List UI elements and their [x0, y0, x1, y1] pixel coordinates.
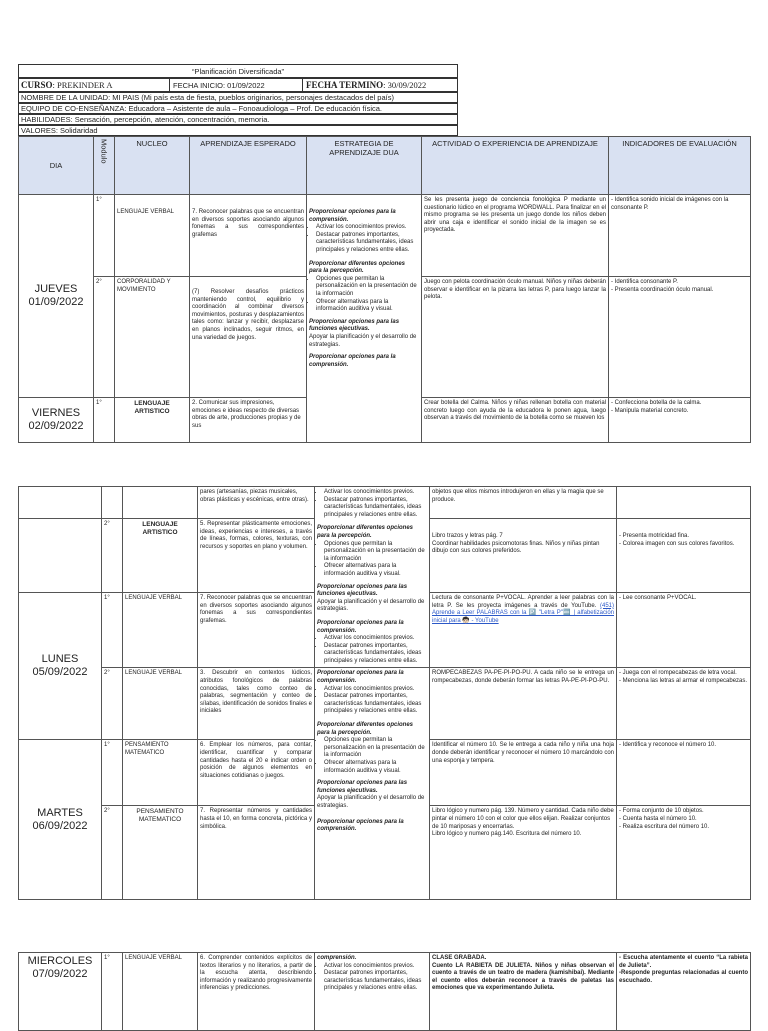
unidad-row: NOMBRE DE LA UNIDAD: MI PAIS (Mi país esta de fiesta, pueblos originarios, personajes destacados del país)	[18, 92, 458, 103]
indicadores-cell: - Escucha atentamente el cuento “La rabieta de Julieta”. -Responde preguntas relacionadas al cuento escuchado.	[617, 953, 751, 1031]
actividad-cell: ROMPECABEZAS PA-PE-PI-PO-PU. A cada niño se le entrega un rompecabezas, donde deberán formar las letras PA-PE-PI-PO-PU.	[430, 668, 617, 740]
equipo-row: EQUIPO DE CO-ENSEÑANZA: Educadora – Asistente de aula – Fonoaudiologa – Prof. De educación física.	[18, 103, 458, 114]
aprendizaje-cell: 3. Descubrir en contextos lúdicos, atributos fonológicos de palabras conocidas, tales como conteo de palabras, segmentación y conteo de sílabas, identificación de sonidos finales e iniciales	[198, 668, 315, 740]
nucleo-cell: CORPORALIDAD Y MOVIMIENTO	[115, 277, 190, 398]
col-dia: DIA	[19, 137, 94, 195]
col-estrategia: ESTRATEGIA DE APRENDIZAJE DUA	[307, 137, 422, 195]
indicadores-cell: - Forma conjunto de 10 objetos. - Cuenta hasta el número 10. - Realiza escritura del número 10.	[617, 806, 751, 900]
nucleo-cell: LENGUAJE VERBAL	[123, 593, 198, 668]
col-indicadores: INDICADORES DE EVALUACIÓN	[609, 137, 751, 195]
nucleo-cell: PENSAMIENTO MATEMATICO	[123, 806, 198, 900]
aprendizaje-cell: 2. Comunicar sus impresiones, emociones e ideas respecto de diversas obras de arte, producciones propias y de sus	[190, 398, 307, 443]
col-modulo: Modulo	[94, 137, 115, 195]
aprendizaje-cell: 7. Reconocer palabras que se encuentran en diversos soportes asociando algunos fonemas a sus correspondientes grafemas.	[198, 593, 315, 668]
actividad-cell: objetos que ellos mismos introdujeron en ellas y la magia que se produce.	[430, 487, 617, 519]
indicadores-cell: - Identifica sonido inicial de imágenes con la consonante P.	[609, 195, 751, 277]
modulo-cell: 2°	[94, 277, 115, 398]
day-miercoles: MIERCOLES 07/09/2022	[19, 953, 102, 1031]
day-empty	[19, 519, 102, 593]
day-empty	[19, 487, 102, 519]
indicadores-cell: - Juega con el rompecabezas de letra vocal. - Menciona las letras al armar el rompecabezas.	[617, 668, 751, 740]
nucleo-cell: PENSAMIENTO MATEMATICO	[123, 740, 198, 806]
modulo-cell: 1°	[94, 398, 115, 443]
indicadores-cell	[617, 487, 751, 519]
indicadores-cell: - Lee consonante P+VOCAL.	[617, 593, 751, 668]
day-viernes: VIERNES 02/09/2022	[19, 398, 94, 443]
aprendizaje-cell: (7) Resolver desafíos prácticos manteniendo control, equilibrio y coordinación al combinar diversos movimientos, posturas y desplazamientos tales como: lanzar y recibir, desplazarse en planos inclinados, seguir ritmos, en una variedad de juegos.	[190, 277, 307, 398]
actividad-cell: Juego con pelota coordinación óculo manual. Niños y niñas deberán observar e identificar en la pizarra las letras P, para luego lanzar la pelota.	[422, 277, 609, 398]
modulo-cell: 1°	[94, 195, 115, 277]
modulo-cell	[102, 487, 123, 519]
aprendizaje-cell: pares (artesanías, piezas musicales, obras plásticas y escénicas, entre otras).	[198, 487, 315, 519]
actividad-cell: CLASE GRABADA. Cuento LA RABIETA DE JULIETA. Niños y niñas observan el cuento a través de un teatro de madera (kamishibai). Mediante el cuento ellos deberán reconocer a través de paletas las emociones que va experimentando Julieta.	[430, 953, 617, 1031]
aprendizaje-cell: 7. Reconocer palabras que se encuentran en diversos soportes asociando algunos fonemas a sus correspondientes grafemas	[190, 195, 307, 277]
nucleo-cell: LENGUAJE ARTISTICO	[123, 519, 198, 593]
col-nucleo: NUCLEO	[115, 137, 190, 195]
nucleo-cell: LENGUAJE VERBAL	[115, 195, 190, 277]
day-martes: MARTES 06/09/2022	[19, 740, 102, 900]
aprendizaje-cell: 6. Emplear los números, para contar, identificar, cuantificar y comparar cantidades hasta el 20 e indicar orden o posición de algunos elementos en situaciones cotidianas o juegos.	[198, 740, 315, 806]
youtube-link[interactable]: (451) Aprende a Leer PALABRAS con la 🅿️ "Letra P"🔤 | alfabetización inicial para 🧒🏻 - YouTube	[432, 602, 614, 624]
col-actividad: ACTIVIDAD O EXPERIENCIA DE APRENDIZAJE	[422, 137, 609, 195]
planning-table-page2	[18, 486, 751, 900]
curso-row	[18, 78, 458, 92]
aprendizaje-cell: 5. Representar plásticamente emociones, ideas, experiencias e intereses, a través de líneas, formas, colores, texturas, con recursos y soportes en plano y volumen.	[198, 519, 315, 593]
habilidades-row: HABILIDADES: Sensación, percepción, atención, concentración, memoria.	[18, 114, 458, 125]
estrategia-cell: Proporcionar opciones para la comprensión. • Activar los conocimientos previos. • Destacar patrones importantes, características fundamentales, ideas principales y relaciones entre ellas. Proporcionar diferentes opciones para la percepción. • Opciones que permitan la personalización en la presentación de la información • Ofrecer alternativas para la información auditiva y visual. Proporcionar opciones para las funciones ejecutivas. Apoyar la planificación y el desarrollo de estrategias. Proporcionar opciones para la comprensión.	[315, 668, 430, 900]
fecha-inicio-cell: FECHA INICIO: 01/09/2022	[169, 79, 265, 92]
actividad-cell: Se les presenta juego de conciencia fonológica P mediante un cuestionario lúdico en el programa WORDWALL. Para finalizar en el mismo programa se les presenta un juego donde los niños deben abrir una caja e identificar el sonido inicial de la imagen se es proyectada.	[422, 195, 609, 277]
modulo-cell: 1°	[102, 593, 123, 668]
aprendizaje-cell: 7. Representar números y cantidades hasta el 10, en forma concreta, pictórica y simbólica.	[198, 806, 315, 900]
day-lunes: LUNES 05/09/2022	[19, 593, 102, 740]
estrategia-cell: Proporcionar opciones para la comprensión. • Activar los conocimientos previos. • Destacar patrones importantes, características fundamentales, ideas principales y relaciones entre ellas. Proporcionar diferentes opciones para la percepción. • Opciones que permitan la personalización en la presentación de la información • Ofrecer alternativas para la información auditiva y visual. Proporcionar opciones para las funciones ejecutivas. Apoyar la planificación y el desarrollo de estrategias. Proporcionar opciones para la comprensión.	[307, 195, 422, 443]
indicadores-cell: - Identifica consonante P. - Presenta coordinación óculo manual.	[609, 277, 751, 398]
aprendizaje-cell: 6. Comprender contenidos explícitos de textos literarios y no literarios, a partir de la escucha atenta, describiendo información y realizando progresivamente inferencias y predicciones.	[198, 953, 315, 1031]
plan-title: “Planificación Diversificada”	[18, 64, 458, 78]
actividad-cell: Libro lógico y numero pág. 139. Número y cantidad. Cada niño debe pintar el número 10 con el color que ellos elijan. Realizar conjuntos de 10 mariposas y encerrarlas. Libro lógico y numero pág.140. Escritura del número 10.	[430, 806, 617, 900]
planning-table-page3	[18, 952, 751, 1031]
modulo-cell: 1°	[102, 953, 123, 1031]
modulo-cell: 2°	[102, 668, 123, 740]
day-jueves: JUEVES 01/09/2022	[19, 195, 94, 398]
planning-table-page1	[18, 136, 751, 443]
nucleo-cell: LENGUAJE ARTISTICO	[115, 398, 190, 443]
fecha-termino-cell: FECHA TERMINO: 30/09/2022	[302, 79, 426, 92]
estrategia-cell: • Activar los conocimientos previos. • Destacar patrones importantes, características fundamentales, ideas principales y relaciones entre ellas. Proporcionar diferentes opciones para la percepción. • Opciones que permitan la personalización en la presentación de la información • Ofrecer alternativas para la información auditiva y visual. Proporcionar opciones para las funciones ejecutivas. Apoyar la planificación y el desarrollo de estrategias. Proporcionar opciones para la comprensión. • Activar los conocimientos previos. • Destacar patrones importantes, características fundamentales, ideas principales y relaciones entre ellas.	[315, 487, 430, 668]
modulo-cell: 2°	[102, 806, 123, 900]
indicadores-cell: - Identifica y reconoce el número 10.	[617, 740, 751, 806]
actividad-cell: Libro trazos y letras pág. 7 Coordinar habilidades psicomotoras finas. Niños y niñas pintan dibujo con sus colores preferidos.	[430, 519, 617, 593]
curso-cell: CURSO: PREKINDER A	[21, 80, 113, 90]
actividad-cell: Crear botella del Calma. Niños y niñas rellenan botella con material concreto luego con ayuda de la educadora le ponen agua, luego observan a través del movimiento de la botella como se mueven los	[422, 398, 609, 443]
indicadores-cell: - Confecciona botella de la calma. - Manipula material concreto.	[609, 398, 751, 443]
nucleo-cell: LENGUAJE VERBAL	[123, 668, 198, 740]
nucleo-cell	[123, 487, 198, 519]
valores-row: VALORES: Solidaridad	[18, 125, 458, 136]
estrategia-cell: comprensión. • Activar los conocimientos previos. • Destacar patrones importantes, características fundamentales, ideas principales y relaciones entre ellas.	[315, 953, 430, 1031]
indicadores-cell: - Presenta motricidad fina. - Colorea imagen con sus colores favoritos.	[617, 519, 751, 593]
col-aprendizaje: APRENDIZAJE ESPERADO	[190, 137, 307, 195]
nucleo-cell: LENGUAJE VERBAL	[123, 953, 198, 1031]
actividad-cell: Lectura de consonante P+VOCAL. Aprender a leer palabras con la letra P. Se les proyecta imágenes a través de YouTube. (451) Aprende a Leer PALABRAS con la 🅿️ "Letra P"🔤 | alfabetización inicial para 🧒🏻 - YouTube	[430, 593, 617, 668]
modulo-cell: 1°	[102, 740, 123, 806]
actividad-cell: Identificar el número 10. Se le entrega a cada niño y niña una hoja donde deberán identificar y reconocer el número 10 marcándolo con una esponja y tempera.	[430, 740, 617, 806]
modulo-cell: 2°	[102, 519, 123, 593]
